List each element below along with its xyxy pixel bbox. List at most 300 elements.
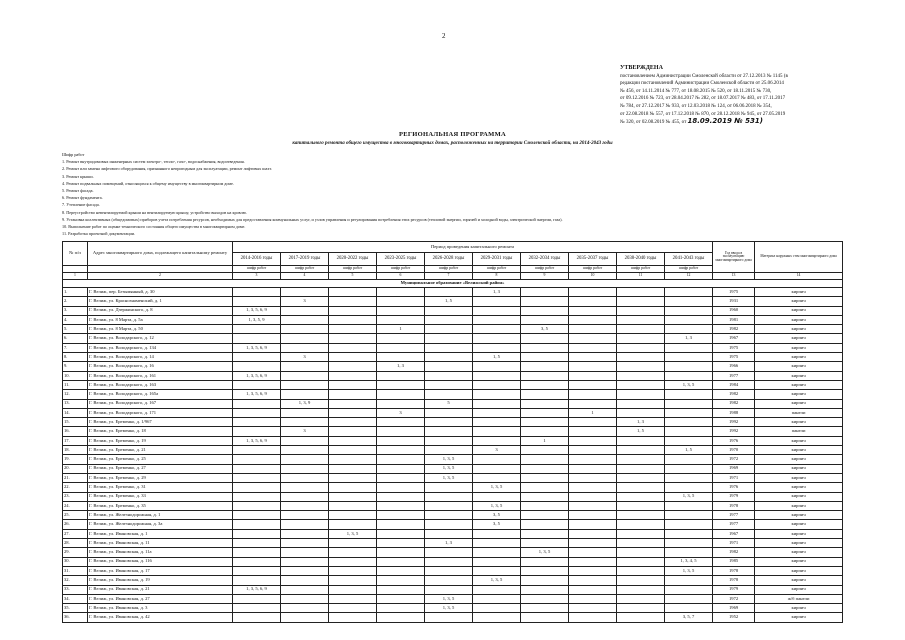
row-period-code (521, 539, 569, 548)
row-address: Г. Велиж, ул. Еременко, д. 27 (88, 464, 233, 473)
row-period-code (281, 380, 329, 389)
row-period-code (521, 464, 569, 473)
row-period-code (569, 334, 617, 343)
row-period-code: 1, 5 (665, 446, 713, 455)
row-period-code (329, 557, 377, 566)
work-code-item: 7. Утепление фасада. (62, 202, 100, 208)
row-year: 1977 (713, 371, 755, 380)
row-number: 13. (63, 399, 88, 408)
row-address: Г. Велиж, ул. Ивановская, д. 11а (88, 548, 233, 557)
row-period-code (473, 399, 521, 408)
row-period-code: 1, 3 (617, 418, 665, 427)
table-row (63, 455, 843, 464)
row-period-code (233, 548, 281, 557)
row-period-code: 1, 3, 5 (425, 464, 473, 473)
row-period-code (233, 380, 281, 389)
row-address: Г. Велиж, ул. Еременко, д. 33 (88, 492, 233, 501)
row-number: 11. (63, 380, 88, 389)
table-row (63, 539, 843, 548)
row-year: 1982 (713, 325, 755, 334)
row-period-code (329, 390, 377, 399)
row-period-code: 1, 5 (473, 353, 521, 362)
row-address: Г. Велиж, ул. Ивановская, д. 116 (88, 557, 233, 566)
row-period-code (233, 501, 281, 510)
row-period-code (377, 315, 425, 324)
row-number: 10. (63, 371, 88, 380)
row-period-code (329, 436, 377, 445)
row-period-code (233, 288, 281, 297)
row-address: Г. Велиж, ул. Володарского, д. 167 (88, 399, 233, 408)
row-period-code (665, 418, 713, 427)
row-period-code (281, 325, 329, 334)
row-material: кирпич (755, 343, 843, 352)
row-period-code (665, 371, 713, 380)
row-number: 33. (63, 585, 88, 594)
row-period-code (617, 343, 665, 352)
row-period-code (521, 455, 569, 464)
handwritten-date: 18.09.2019 № 531) (687, 117, 763, 126)
row-year: 1984 (713, 380, 755, 389)
row-period-code: 1, 3, 5, 6, 9 (233, 585, 281, 594)
row-period-code (665, 576, 713, 585)
row-period-code (281, 315, 329, 324)
row-year: 1976 (713, 483, 755, 492)
row-period-code (425, 418, 473, 427)
row-period-code (377, 501, 425, 510)
work-code-item: 5. Ремонт фасада. (62, 188, 94, 194)
row-period-code (281, 613, 329, 622)
row-period-code (665, 390, 713, 399)
row-period-code (665, 529, 713, 538)
row-address: Г. Велиж, ул. Еременко, д. 25 (88, 455, 233, 464)
row-period-code (665, 539, 713, 548)
row-number: 23. (63, 492, 88, 501)
header-period-0: 2014-2016 годы (233, 253, 281, 266)
row-period-code (377, 594, 425, 603)
row-period-code (233, 511, 281, 520)
row-period-code (281, 604, 329, 613)
row-period-code (473, 613, 521, 622)
column-number: 5 (329, 273, 377, 280)
row-period-code (329, 576, 377, 585)
row-period-code (665, 604, 713, 613)
row-material: панели (755, 408, 843, 417)
row-period-code (233, 566, 281, 575)
row-period-code (473, 436, 521, 445)
row-period-code (329, 511, 377, 520)
row-material: кирпич (755, 399, 843, 408)
row-period-code (473, 315, 521, 324)
row-period-code (281, 464, 329, 473)
header-period-8: 2038-2040 годы (617, 253, 665, 266)
row-period-code: 1, 3, 5, 6, 9 (233, 371, 281, 380)
table-row (63, 613, 843, 622)
row-period-code (569, 492, 617, 501)
table-row (63, 353, 843, 362)
row-period-code (521, 557, 569, 566)
row-period-code: 1, 3, 4, 5 (665, 557, 713, 566)
repair-program-table (62, 241, 843, 623)
row-year: 1976 (713, 436, 755, 445)
row-period-code (281, 418, 329, 427)
work-code-item: 4. Ремонт подвальных помещений, относящихся к общему имуществу в многоквартирном доме. (62, 180, 234, 186)
table-row (63, 325, 843, 334)
row-number: 8. (63, 353, 88, 362)
row-period-code: 1 (521, 436, 569, 445)
row-period-code (617, 585, 665, 594)
row-period-code (425, 390, 473, 399)
row-period-code (377, 464, 425, 473)
row-material: кирпич (755, 380, 843, 389)
header-period-1: 2017-2019 годы (281, 253, 329, 266)
row-address: Г. Велиж, ул. Железнодорожная, д. 1 (88, 511, 233, 520)
row-period-code (521, 529, 569, 538)
row-period-code (233, 539, 281, 548)
row-period-code (233, 473, 281, 482)
row-period-code (473, 390, 521, 399)
table-row (63, 306, 843, 315)
row-period-code: 1, 3 (665, 334, 713, 343)
row-period-code (281, 529, 329, 538)
row-year: 1972 (713, 455, 755, 464)
row-period-code (329, 353, 377, 362)
row-period-code (617, 604, 665, 613)
row-year: 1992 (713, 418, 755, 427)
table-row (63, 390, 843, 399)
row-period-code (569, 483, 617, 492)
row-period-code (473, 297, 521, 306)
row-period-code (329, 306, 377, 315)
table-row (63, 371, 843, 380)
row-period-code (377, 585, 425, 594)
row-address: Г. Велиж, ул. Володарского, д. 16 (88, 362, 233, 371)
row-period-code (473, 380, 521, 389)
row-address: Г. Велиж, ул. Ивановская, д. 11 (88, 539, 233, 548)
table-row (63, 492, 843, 501)
row-period-code (377, 436, 425, 445)
row-period-code: 3, 5, 7 (665, 613, 713, 622)
row-period-code (329, 334, 377, 343)
row-period-code (329, 501, 377, 510)
row-year: 1975 (713, 288, 755, 297)
row-period-code (425, 371, 473, 380)
row-period-code (281, 585, 329, 594)
row-address: Г. Велиж, ул. Ивановская, д. 19 (88, 576, 233, 585)
row-period-code (233, 557, 281, 566)
header-period-6: 2032-2034 годы (521, 253, 569, 266)
row-period-code (425, 492, 473, 501)
row-period-code (473, 464, 521, 473)
row-material: кирпич (755, 473, 843, 482)
column-number: 10 (569, 273, 617, 280)
row-period-code: 3 (377, 408, 425, 417)
row-period-code (329, 418, 377, 427)
row-period-code (569, 511, 617, 520)
row-period-code (617, 446, 665, 455)
row-period-code (281, 511, 329, 520)
row-number: 34. (63, 594, 88, 603)
row-year: 1966 (713, 362, 755, 371)
row-period-code (425, 315, 473, 324)
row-material: кирпич (755, 315, 843, 324)
row-period-code (425, 529, 473, 538)
table-row (63, 297, 843, 306)
row-material: кирпич (755, 548, 843, 557)
row-period-code (569, 325, 617, 334)
row-period-code (233, 362, 281, 371)
row-period-code (425, 483, 473, 492)
row-period-code (329, 427, 377, 436)
row-period-code (377, 473, 425, 482)
row-period-code (473, 473, 521, 482)
row-period-code (377, 334, 425, 343)
row-period-code (329, 539, 377, 548)
row-material: кирпич (755, 455, 843, 464)
row-period-code: 3 (281, 353, 329, 362)
row-number: 36. (63, 613, 88, 622)
column-number: 1 (63, 273, 88, 280)
row-period-code (521, 585, 569, 594)
row-period-code (569, 427, 617, 436)
row-period-code: 1, 3 (425, 539, 473, 548)
row-period-code (521, 288, 569, 297)
row-period-code (329, 362, 377, 371)
row-period-code (377, 511, 425, 520)
row-period-code (617, 539, 665, 548)
header-period: Период проведения капитального ремонта (233, 242, 713, 253)
header-year: Год ввода в эксплуатацию многоквартирного дома (713, 242, 755, 273)
row-year: 1971 (713, 473, 755, 482)
row-period-code: 3, 5 (521, 325, 569, 334)
row-period-code (473, 529, 521, 538)
row-period-code (233, 427, 281, 436)
header-work-code-label: шифр работ (377, 266, 425, 273)
row-period-code (329, 604, 377, 613)
row-period-code (617, 613, 665, 622)
row-period-code: 1 (569, 408, 617, 417)
row-material: кирпич (755, 362, 843, 371)
row-period-code (617, 371, 665, 380)
row-period-code (665, 511, 713, 520)
work-codes-list (62, 151, 842, 237)
row-period-code (425, 343, 473, 352)
row-period-code: 1, 3, 5 (473, 483, 521, 492)
row-period-code (377, 557, 425, 566)
row-period-code: 1, 3, 5, 9 (233, 315, 281, 324)
row-material: кирпич (755, 566, 843, 575)
row-period-code (377, 380, 425, 389)
row-material: кирпич (755, 557, 843, 566)
row-period-code: 1, 3 (473, 288, 521, 297)
row-period-code (233, 613, 281, 622)
row-material: кирпич (755, 436, 843, 445)
table-row (63, 343, 843, 352)
row-period-code (425, 306, 473, 315)
row-period-code (521, 483, 569, 492)
row-period-code (617, 288, 665, 297)
document-title: РЕГИОНАЛЬНАЯ ПРОГРАММА (398, 131, 507, 138)
row-address: Г. Велиж, ул. Володарского, д. 165а (88, 390, 233, 399)
row-period-code (569, 390, 617, 399)
table-row (63, 548, 843, 557)
row-period-code (665, 464, 713, 473)
row-period-code (617, 315, 665, 324)
header-period-3: 2023-2025 годы (377, 253, 425, 266)
row-period-code (617, 380, 665, 389)
row-period-code (665, 288, 713, 297)
document-subtitle: капитального ремонта общего имущества в многоквартирных домах, расположенных на территории Смоленской области, на 2014-2043 годы (292, 141, 613, 146)
row-period-code (329, 380, 377, 389)
table-row (63, 315, 843, 324)
row-number: 2. (63, 297, 88, 306)
row-period-code (425, 548, 473, 557)
row-period-code (521, 362, 569, 371)
row-material: кирпич (755, 539, 843, 548)
row-period-code (569, 446, 617, 455)
row-period-code (233, 399, 281, 408)
work-code-item: 3. Ремонт крыши. (62, 173, 94, 179)
column-number: 14 (755, 273, 843, 280)
row-address: Г. Велиж, ул. 8 Марта, д. 50 (88, 325, 233, 334)
row-number: 26. (63, 520, 88, 529)
header-period-5: 2029-2031 годы (473, 253, 521, 266)
row-period-code: 1, 3, 5 (665, 566, 713, 575)
row-number: 35. (63, 604, 88, 613)
row-address: Г. Велиж, ул. Еременко, д. 1/967 (88, 418, 233, 427)
row-year: 1967 (713, 529, 755, 538)
row-period-code (425, 325, 473, 334)
table-row (63, 473, 843, 482)
row-period-code: 1, 3, 5 (521, 548, 569, 557)
row-address: Г. Велиж, ул. Еременко, д. 29 (88, 473, 233, 482)
column-number: 8 (473, 273, 521, 280)
row-material: кирпич (755, 371, 843, 380)
row-period-code (329, 464, 377, 473)
row-period-code (425, 288, 473, 297)
row-number: 7. (63, 343, 88, 352)
row-period-code: 1, 3, 5, 6, 9 (233, 390, 281, 399)
row-period-code (473, 594, 521, 603)
row-period-code (377, 297, 425, 306)
row-year: 1972 (713, 594, 755, 603)
row-material: кирпич (755, 306, 843, 315)
row-material: кирпич (755, 483, 843, 492)
row-year: 1977 (713, 520, 755, 529)
row-period-code (665, 594, 713, 603)
row-period-code (569, 585, 617, 594)
row-period-code (329, 325, 377, 334)
row-address: Г. Велиж, ул. Краснознаменский, д. 1 (88, 297, 233, 306)
row-material: кирпич (755, 501, 843, 510)
row-period-code (281, 455, 329, 464)
row-period-code (281, 306, 329, 315)
row-number: 15. (63, 418, 88, 427)
row-period-code (473, 408, 521, 417)
row-material: кирпич (755, 511, 843, 520)
row-year: 1967 (713, 334, 755, 343)
row-number: 21. (63, 473, 88, 482)
row-period-code (521, 613, 569, 622)
work-codes-heading: Шифр работ (62, 152, 85, 157)
row-period-code (233, 446, 281, 455)
row-number: 22. (63, 483, 88, 492)
row-period-code (425, 353, 473, 362)
table-row (63, 464, 843, 473)
table-row (63, 511, 843, 520)
row-material: кирпич (755, 492, 843, 501)
row-address: Г. Велиж, ул. Ивановская, д. 42 (88, 613, 233, 622)
row-period-code (521, 306, 569, 315)
work-code-item: 9. Установка коллективных (общедомовых) приборов учета потребления ресурсов, необходимых для предоставления коммунальных услуг, и узлов управления и регулирования потребления этих ресурсов (тепловой энергии, горячей и холодной воды, электрической энергии, газа). (62, 216, 563, 222)
row-period-code (521, 418, 569, 427)
row-period-code: 1 (377, 325, 425, 334)
row-address: Г. Велиж, ул. Еременко, д. 18 (88, 427, 233, 436)
row-period-code (473, 566, 521, 575)
approval-line-last: № 320, от 02.08.2019 № 455, от 18.09.2019 № 531) (620, 117, 763, 126)
row-period-code (569, 539, 617, 548)
row-material: кирпич (755, 576, 843, 585)
row-material: кирпич (755, 418, 843, 427)
row-period-code (377, 353, 425, 362)
row-period-code (233, 353, 281, 362)
row-period-code (521, 380, 569, 389)
row-material: кирпич (755, 464, 843, 473)
row-period-code (521, 427, 569, 436)
row-period-code (233, 325, 281, 334)
row-number: 9. (63, 362, 88, 371)
table-row (63, 427, 843, 436)
row-period-code (617, 455, 665, 464)
row-period-code (329, 566, 377, 575)
table-row (63, 557, 843, 566)
row-number: 30. (63, 557, 88, 566)
row-period-code: 3 (281, 297, 329, 306)
row-period-code (281, 566, 329, 575)
row-period-code (377, 390, 425, 399)
row-year: 1960 (713, 306, 755, 315)
row-period-code (281, 576, 329, 585)
column-number: 11 (617, 273, 665, 280)
row-period-code (377, 371, 425, 380)
row-period-code (233, 334, 281, 343)
row-period-code (425, 427, 473, 436)
row-period-code (329, 288, 377, 297)
row-period-code (521, 566, 569, 575)
row-period-code (521, 334, 569, 343)
column-number: 4 (281, 273, 329, 280)
row-material: кирпич (755, 446, 843, 455)
row-address: Г. Велиж, ул. Ивановская, д. 27 (88, 594, 233, 603)
row-period-code (569, 436, 617, 445)
row-number: 3. (63, 306, 88, 315)
row-material: кирпич (755, 325, 843, 334)
row-period-code (281, 436, 329, 445)
row-period-code (665, 353, 713, 362)
row-period-code (329, 399, 377, 408)
table-row (63, 576, 843, 585)
row-period-code (617, 548, 665, 557)
table-row (63, 501, 843, 510)
header-material: Материал наружных стен многоквартирного дома (755, 242, 843, 273)
row-period-code (617, 334, 665, 343)
header-address: Адрес многоквартирного дома, подлежащего капитальному ремонту (88, 242, 233, 266)
row-period-code: 1, 3, 5 (665, 492, 713, 501)
row-period-code (377, 446, 425, 455)
row-period-code (473, 455, 521, 464)
work-code-item: 11. Разработка проектной документации. (62, 231, 136, 237)
row-period-code (665, 306, 713, 315)
row-year: 1969 (713, 604, 755, 613)
